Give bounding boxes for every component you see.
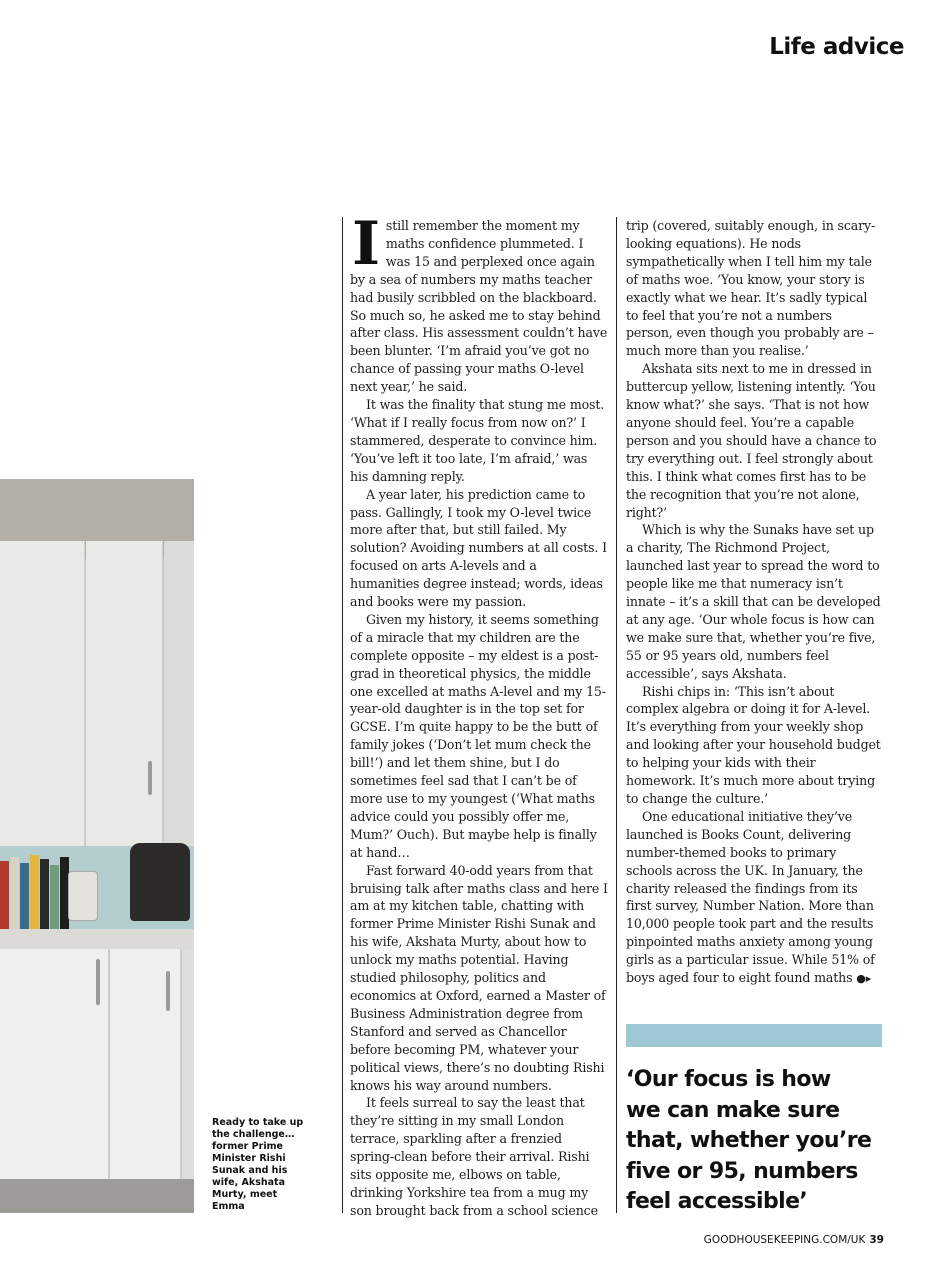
photo-floor xyxy=(0,1179,194,1213)
article-column-1 xyxy=(350,209,608,1220)
pull-quote-line: ‘Our focus is how xyxy=(626,1067,831,1092)
photo-mixer xyxy=(130,843,190,921)
photo-book xyxy=(20,863,29,931)
article-paragraph: trip (covered, suitably enough, in scary-looking equations). He nods sympathetically when I tell him my tale of maths woe. ‘You know, your story is exactly what we hear. It’s sadly typical to feel that you’re not a numbers person, even though you probably are – much more than you realise.’ xyxy=(626,218,876,359)
kitchen-photo xyxy=(0,479,194,1213)
photo-cabinet-handle xyxy=(166,971,170,1011)
photo-jar xyxy=(68,871,98,921)
page-number: 39 xyxy=(869,1234,884,1246)
continue-arrow-icon: ●▸ xyxy=(856,972,872,986)
photo-base-cabinet xyxy=(182,949,194,1213)
pull-quote-line: five or 95, numbers xyxy=(626,1158,858,1184)
pull-quote xyxy=(626,1065,886,1218)
pull-quote-line: we can make sure xyxy=(626,1097,840,1123)
photo-wall-cabinet xyxy=(86,541,163,846)
photo-book xyxy=(0,861,9,931)
photo-book xyxy=(40,859,49,931)
page-footer xyxy=(704,1234,884,1246)
photo-book xyxy=(50,865,59,931)
photo-cabinet-handle xyxy=(96,959,100,1005)
article-paragraph: Fast forward 40-odd years from that bruising talk after maths class and here I am at my kitchen table, chatting with former Prime Minister Rishi Sunak and his wife, Akshata Murty, about how to unlock my maths potential. Having studied philosophy, politics and economics at Oxford, earned a Master of Business Administration degree from Stanford and served as Chancellor before becoming PM, whatever your political views, there’s no doubting Rishi knows his way around numbers. xyxy=(350,862,608,1093)
article-paragraph xyxy=(626,808,882,988)
article-paragraph: Given my history, it seems something of a miracle that my children are the complete opposite – my eldest is a post-grad in theoretical physics, the middle one excelled at maths A-level and my 15-year-old daughter is in the top set for GCSE. I’m quite happy to be the butt of family jokes (‘Don’t let mum check the bill!’) and let them shine, but I do sometimes feel sad that I can’t be of more use to my youngest (‘What maths advice could you possibly offer me, Mum?’ Ouch). But maybe help is finally at hand… xyxy=(350,611,606,860)
pull-quote-line: that, whether you’re xyxy=(626,1128,872,1153)
paragraph-text: still remember the moment my maths confidence plummeted. I was 15 and perplexed once again by a sea of numbers my maths teacher had busily scribbled on the blackboard. So much so, he asked me to stay behind after class. His assessment couldn’t have been blunter. ‘I’m afraid you’ve got no chance of passing your maths O-level next year,’ he said. xyxy=(350,218,608,395)
footer-site-url[interactable]: GOODHOUSEKEEPING.COM/UK xyxy=(703,1234,866,1246)
column-rule xyxy=(342,217,343,1213)
article-column-2 xyxy=(626,217,882,988)
photo-base-cabinet xyxy=(110,949,181,1213)
photo-books xyxy=(0,851,70,931)
pull-quote-accent-bar xyxy=(626,1024,882,1047)
photo-base-cabinet xyxy=(0,949,109,1213)
photo-book xyxy=(30,855,39,931)
photo-book xyxy=(10,857,19,931)
pull-quote-line: feel accessible’ xyxy=(626,1189,808,1214)
article-paragraph xyxy=(350,209,608,396)
photo-cabinet-handle xyxy=(148,761,152,795)
column-rule xyxy=(616,217,617,1213)
photo-caption: Ready to take up the challenge… former Prime Minister Rishi Sunak and his wife, Akshata Murty, meet Emma xyxy=(212,1117,304,1212)
article-paragraph: Rishi chips in: ‘This isn’t about complex algebra or doing it for A-level. It’s everything from your weekly shop and looking after your household budget to helping your kids with their homework. It’s much more about trying to change the culture.’ xyxy=(626,683,881,806)
drop-cap: I xyxy=(352,209,380,279)
photo-wall-cabinet xyxy=(164,541,194,846)
photo-counter xyxy=(0,929,194,949)
paragraph-text: One educational initiative they’ve launched is Books Count, delivering number-themed books to primary schools across the UK. In January, the charity released the findings from its first survey, Number Nation. More than 10,000 people took part and the results pinpointed maths anxiety among young girls as a particular issue. While 51% of boys aged four to eight found maths xyxy=(626,808,875,986)
section-title: Life advice xyxy=(769,34,904,60)
article-paragraph: Which is why the Sunaks have set up a charity, The Richmond Project, launched last year to spread the word to people like me that numeracy isn’t innate – it’s a skill that can be developed at any age. ‘Our whole focus is how can we make sure that, whether you’re five, 55 or 95 years old, numbers feel accessible’, says Akshata. xyxy=(626,522,881,681)
photo-wall-cabinet xyxy=(0,541,85,846)
article-paragraph: Akshata sits next to me in dressed in buttercup yellow, listening intently. ‘You know what?’ she says. ‘That is not how anyone should feel. You’re a capable person and you should have a chance to try everything out. I feel strongly about this. I think what comes first has to be the recognition that you’re not alone, right?’ xyxy=(626,361,877,520)
article-paragraph: A year later, his prediction came to pass. Gallingly, I took my O-level twice more after that, but still failed. My solution? Avoiding numbers at all costs. I focused on arts A-levels and a humanities degree instead; words, ideas and books were my passion. xyxy=(350,486,607,610)
article-paragraph: It feels surreal to say the least that they’re sitting in my small London terrace, sparkling after a frenzied spring-clean before their arrival. Rishi sits opposite me, elbows on table, drinking Yorkshire tea from a mug my son brought back from a school science xyxy=(350,1095,598,1218)
article-paragraph: It was the finality that stung me most. ‘What if I really focus from now on?’ I stammered, desperate to convince him. ‘You’ve left it too late, I’m afraid,’ was his damning reply. xyxy=(350,397,605,484)
